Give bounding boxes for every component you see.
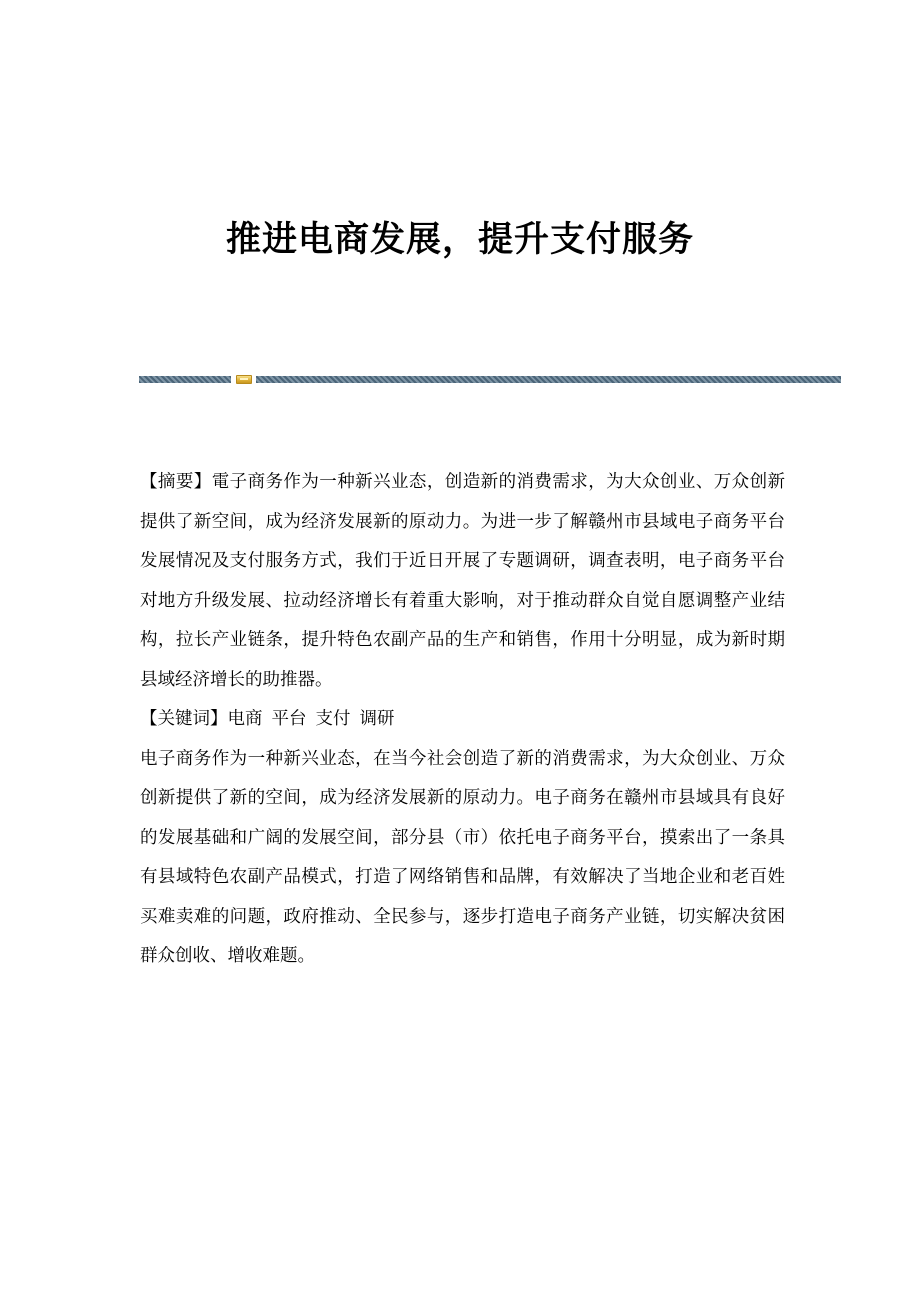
divider-ornament-icon [236, 375, 252, 384]
document-body [140, 463, 785, 977]
keyword: 调研 [359, 709, 395, 729]
abstract-paragraph [140, 463, 785, 700]
abstract-label: 【摘要】 [140, 472, 212, 492]
keyword: 电商 [227, 709, 263, 729]
document-title: 推进电商发展，提升支付服务 [225, 219, 694, 260]
body-paragraph: 电子商务作为一种新兴业态，在当今社会创造了新的消费需求，为大众创业、万众创新提供了新的空间，成为经济发展新的原动力。电子商务在赣州市县域具有良好的发展基础和广阔的发展空间，部分县（市）依托电子商务平台，摸索出了一条具有县域特色农副产品模式，打造了网络销售和品牌，有效解决了当地企业和老百姓买难卖难的问题，政府推动、全民参与，逐步打造电子商务产业链，切实解决贫困群众创收、增收难题。 [140, 748, 785, 966]
divider-bar-right [256, 376, 841, 383]
divider-bar-left [139, 376, 231, 383]
keywords-label: 【关键词】 [140, 709, 228, 729]
title-divider [139, 375, 841, 384]
abstract-text: 電子商务作为一种新兴业态，创造新的消费需求，为大众创业、万众创新提供了新空间，成为经济发展新的原动力。为进一步了解赣州市县域电子商务平台发展情况及支付服务方式，我们于近日开展了专题调研，调查表明，电子商务平台对地方升级发展、拉动经济增长有着重大影响，对于推动群众自觉自愿调整产业结构，拉长产业链条，提升特色农副产品的生产和销售，作用十分明显，成为新时期县域经济增长的助推器。 [140, 472, 786, 690]
keyword: 支付 [315, 709, 351, 729]
keywords-line [140, 700, 785, 740]
keyword: 平台 [271, 709, 307, 729]
